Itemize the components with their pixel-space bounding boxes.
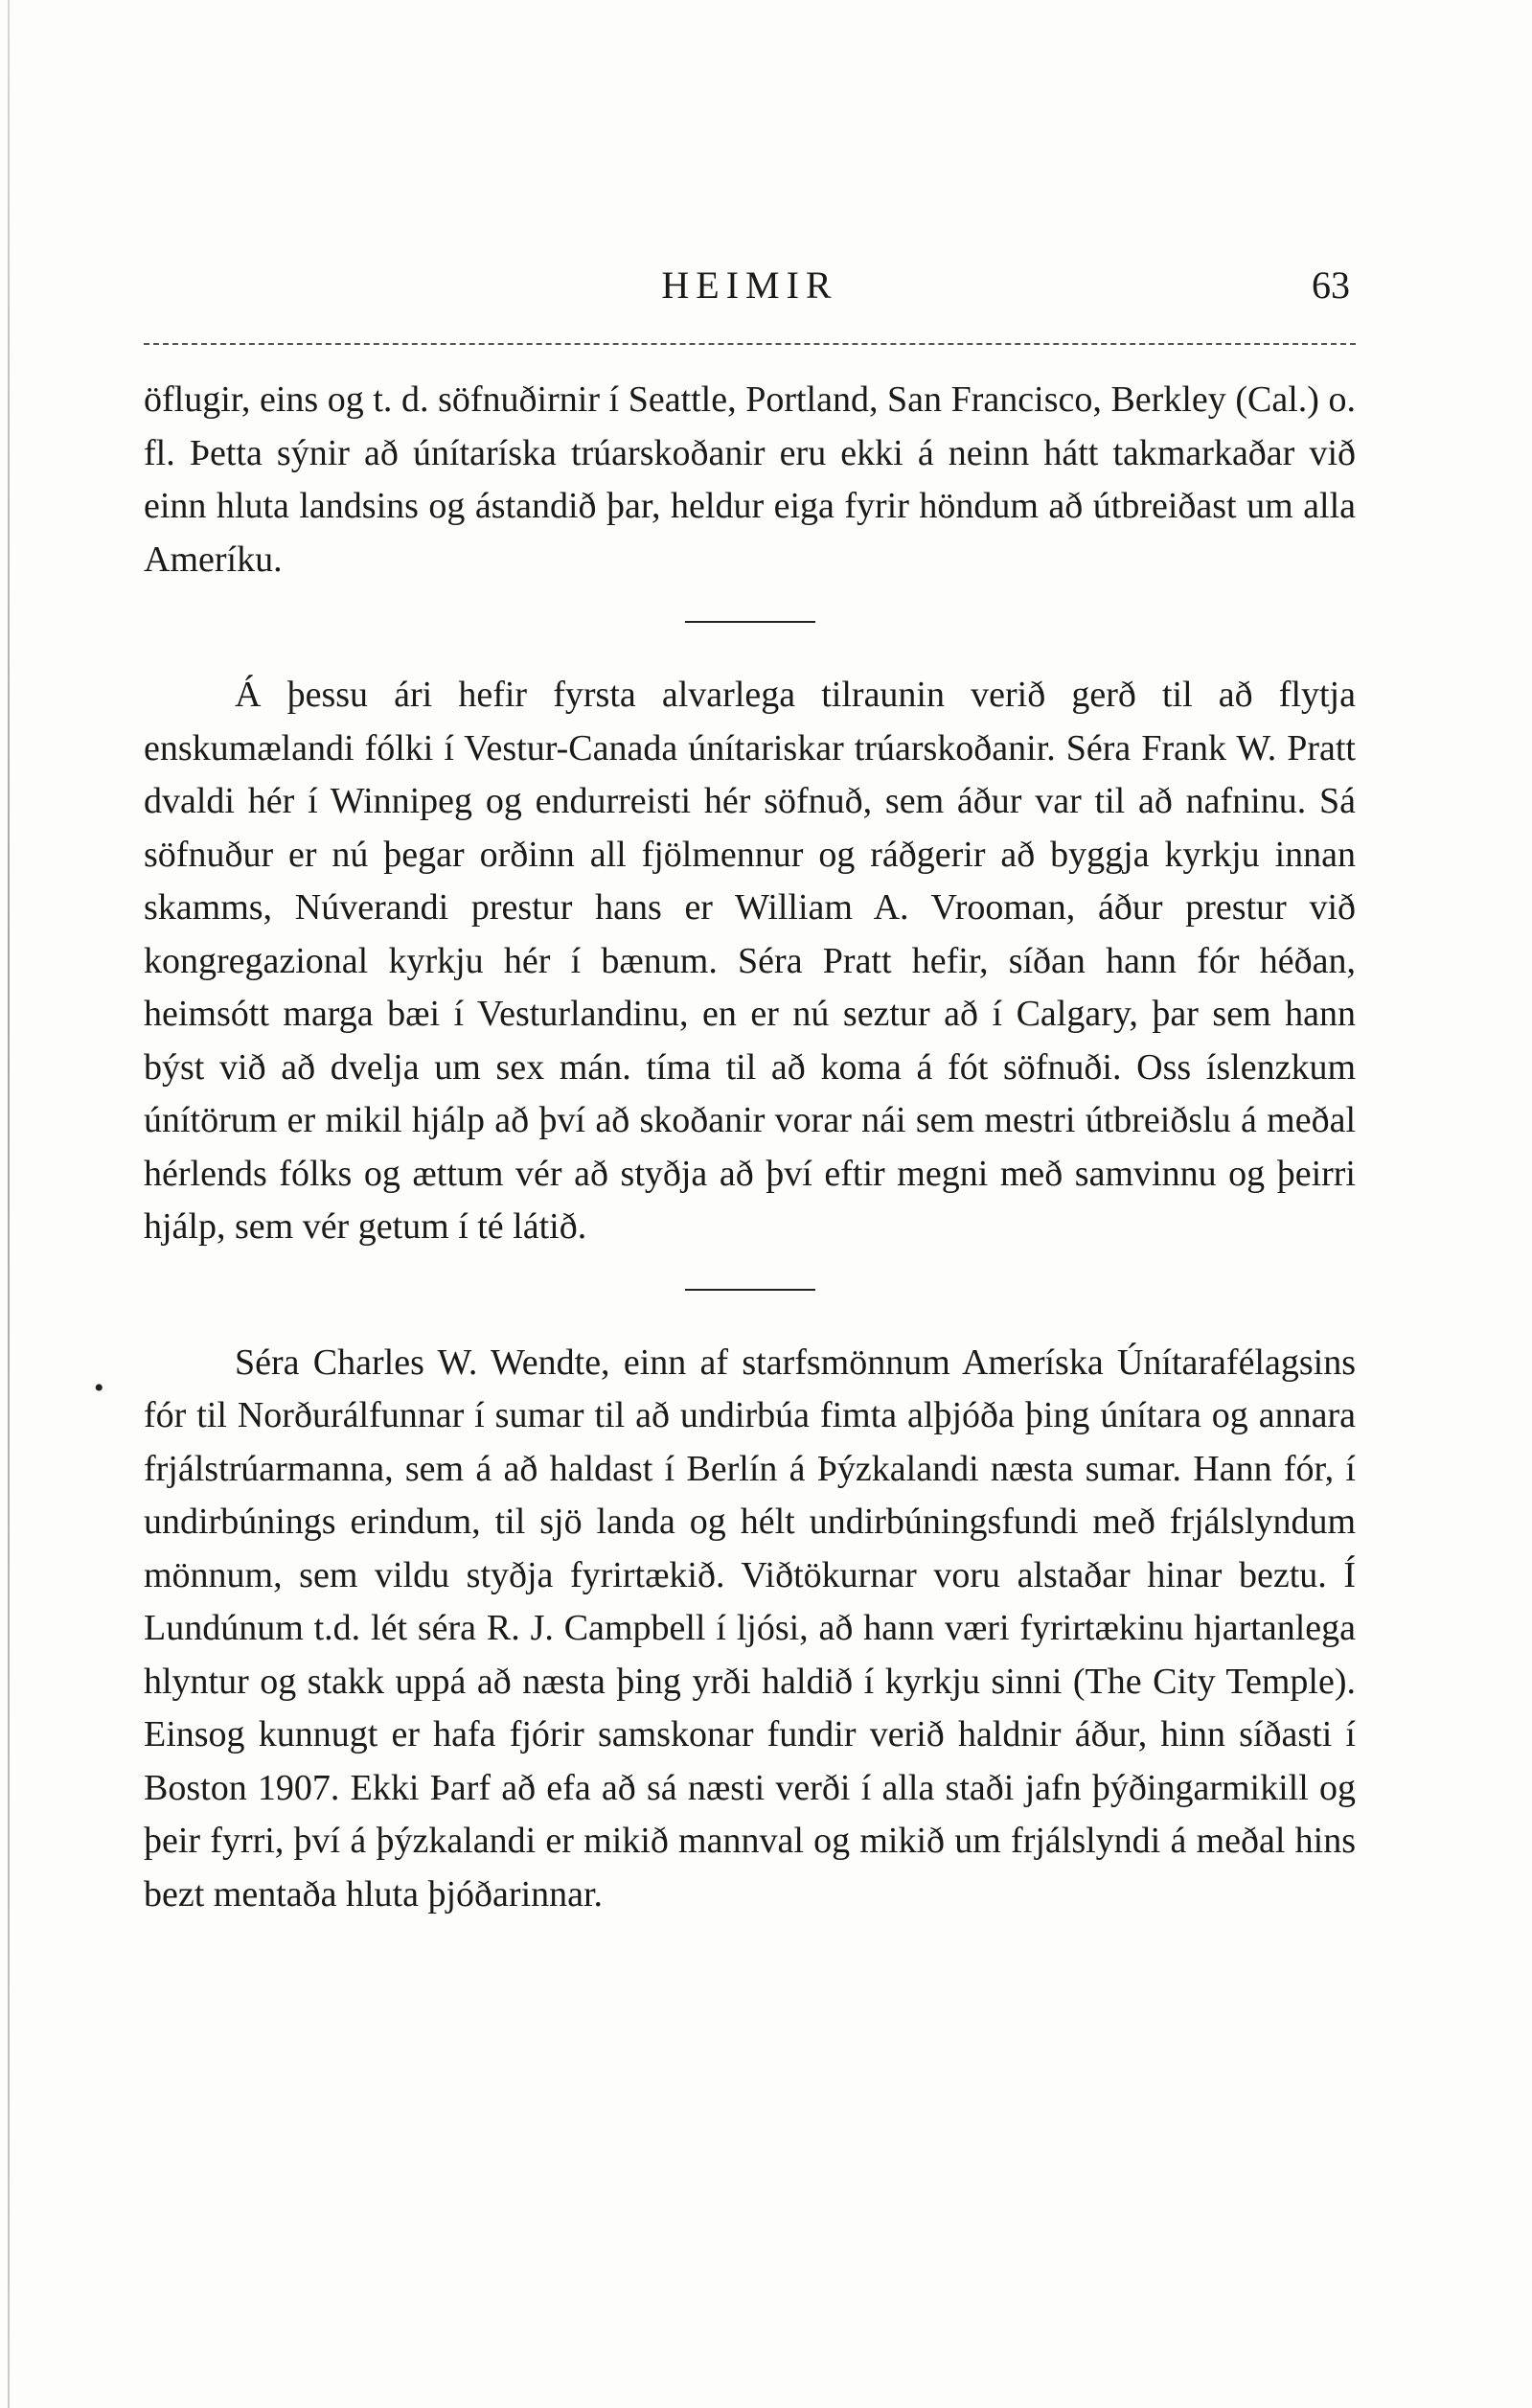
section-divider: [685, 1289, 815, 1291]
margin-mark: •: [94, 1372, 104, 1404]
body-text: [144, 374, 1356, 1921]
page-header: [144, 259, 1356, 316]
paragraph-1: öflugir, eins og t. d. söfnuðirnir í Seattle, Portland, San Francisco, Berkley (Cal.) o. fl. Þetta sýnir að únítaríska trúarskoðanir eru ekki á neinn hátt takmarkaðar við einn hluta landsins og ástandið þar, heldur eiga fyrir höndum að útbreiðast um alla Ameríku.: [144, 379, 1356, 580]
paragraph-3: Séra Charles W. Wendte, einn af starfsmönnum Ameríska Únítarafélagsins fór til Norðurálfunnar í sumar til að undirbúa fimta alþjóða þing únítara og annara frjálstrúarmanna, sem á að haldast í Berlín á Þýzkalandi næsta sumar. Hann fór, í undirbúnings erindum, til sjö landa og hélt undirbúningsfundi með frjálslyndum mönnum, sem vildu styðja fyrirtækið. Viðtökurnar voru alstaðar hinar beztu. Í Lundúnum t.d. lét séra R. J. Campbell í ljósi, að hann væri fyrirtækinu hjartanlega hlyntur og stakk uppá að næsta þing yrði haldið í kyrkju sinni (The City Temple). Einsog kunnugt er hafa fjórir samskonar fundir verið haldnir áður, hinn síðasti í Boston 1907. Ekki Þarf að efa að sá næsti verði í alla staði jafn þýðingarmikill og þeir fyrri, því á þýzkalandi er mikið mannval og mikið um frjálslyndi á meðal hins bezt mentaða hluta þjóðarinnar.: [144, 1342, 1356, 1915]
running-title: HEIMIR: [661, 264, 838, 307]
section-divider: [685, 621, 815, 623]
page-edge: [8, 0, 10, 2408]
paragraph-2: Á þessu ári hefir fyrsta alvarlega tilraunin verið gerð til að flytja enskumælandi fólki í Vestur-Canada únítariskar trúarskoðanir. Séra Frank W. Pratt dvaldi hér í Winnipeg og endurreisti hér söfnuð, sem áður var til að nafninu. Sá söfnuður er nú þegar orðinn all fjölmennur og ráðgerir að byggja kyrkju innan skamms, Núverandi prestur hans er William A. Vrooman, áður prestur við kongregazional kyrkju hér í bænum. Séra Pratt hefir, síðan hann fór héðan, heimsótt marga bæi í Vesturlandinu, en er nú seztur að í Calgary, þar sem hann býst við að dvelja um sex mán. tíma til að koma á fót söfnuði. Oss íslenzkum únítörum er mikil hjálp að því að skoðanir vorar nái sem mestri útbreiðslu á meðal hérlends fólks og ættum vér að styðja að því eftir megni með samvinnu og þeirri hjálp, sem vér getum í té látið.: [144, 675, 1356, 1247]
page-number: 63: [1312, 264, 1350, 307]
header-rule: [144, 343, 1356, 345]
